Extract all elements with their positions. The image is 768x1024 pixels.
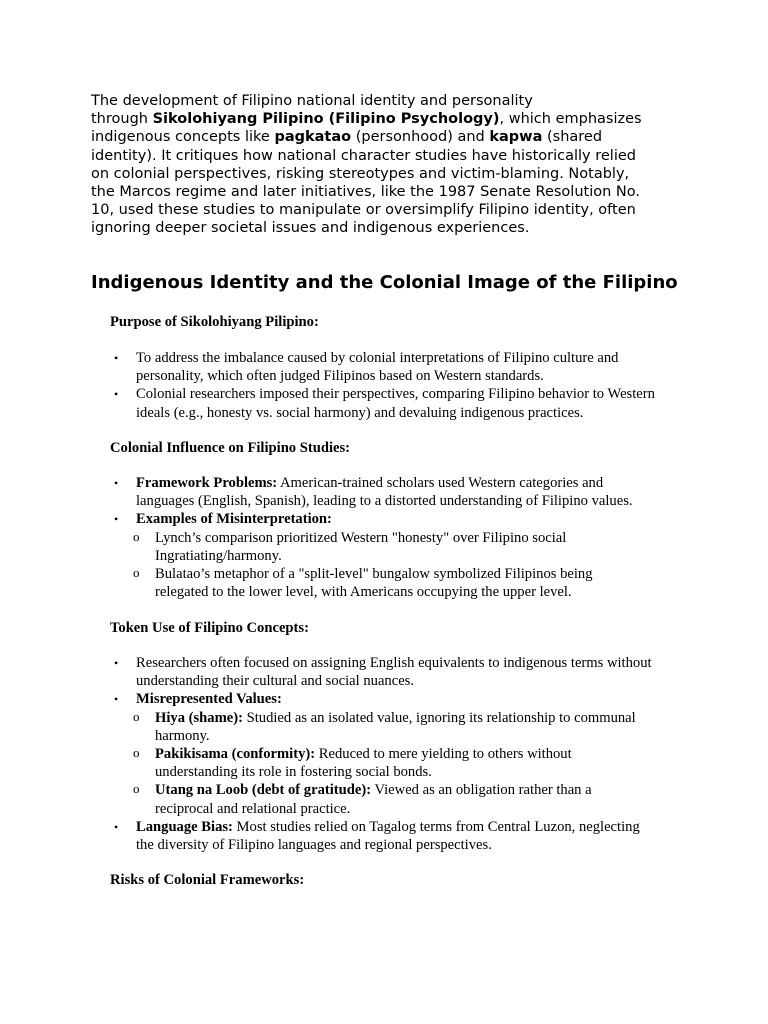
- colonial-influence-list: [110, 474, 690, 601]
- list-item: [110, 818, 690, 854]
- section-heading: Indigenous Identity and the Colonial Image of the Filipino: [91, 272, 678, 293]
- token-use-subheading: Token Use of Filipino Concepts:: [110, 620, 309, 636]
- sublist-item-text: Bulatao’s metaphor of a "split-level" bungalow symbolized Filipinos being: [155, 566, 593, 583]
- list-item-text: the diversity of Filipino languages and regional perspectives.: [136, 837, 492, 854]
- bullet-icon: •: [114, 387, 119, 402]
- intro-line: on colonial perspectives, risking stereotypes and victim-blaming. Notably,: [91, 165, 630, 182]
- sublist-item-text: harmony.: [155, 727, 210, 744]
- intro-line: [91, 110, 681, 128]
- colonial-influence-subheading: Colonial Influence on Filipino Studies:: [110, 440, 351, 456]
- sublist-item: [110, 529, 690, 565]
- circle-bullet-icon: o: [133, 781, 140, 797]
- intro-line: the Marcos regime and later initiatives, like the 1987 Senate Resolution No.: [91, 184, 640, 201]
- intro-line: [91, 128, 681, 146]
- sublist-item-text: Ingratiating/harmony.: [155, 547, 282, 564]
- list-item-text: American-trained scholars used Western categories and: [277, 475, 604, 491]
- intro-line: 10, used these studies to manipulate or oversimplify Filipino identity, often: [91, 202, 636, 219]
- kapwa-term: kapwa: [489, 129, 543, 146]
- list-item-text: understanding their cultural and social nuances.: [136, 673, 415, 690]
- utang-na-loob-label: Utang na Loob (debt of gratitude):: [155, 782, 372, 799]
- list-item: [110, 349, 690, 385]
- sublist-item-line: [155, 745, 690, 763]
- sikolohiyang-pilipino-term: Sikolohiyang Pilipino (Filipino Psychology): [152, 111, 500, 128]
- circle-bullet-icon: o: [133, 745, 140, 761]
- hiya-label: Hiya (shame):: [155, 709, 243, 726]
- misinterpretation-label: Examples of Misinterpretation:: [136, 511, 332, 528]
- misinterpretation-sublist: [133, 528, 690, 602]
- list-item-line: [136, 510, 690, 528]
- intro-text: through: [91, 111, 153, 128]
- bullet-icon: •: [114, 692, 119, 707]
- sublist-item: [110, 781, 690, 817]
- list-item-text: Most studies relied on Tagalog terms from Central Luzon, neglecting: [232, 818, 640, 835]
- list-item-text: personality, which often judged Filipinos based on Western standards.: [136, 368, 544, 385]
- list-item-text: languages (English, Spanish), leading to a distorted understanding of Filipino values.: [136, 493, 633, 510]
- intro-paragraph: [91, 92, 681, 238]
- pagkatao-term: pagkatao: [274, 129, 352, 146]
- sublist-item-line: [155, 781, 690, 799]
- intro-text: (shared: [542, 129, 603, 146]
- list-item-text: Colonial researchers imposed their perspectives, comparing Filipino behavior to Western: [136, 386, 655, 403]
- sublist-item: [110, 709, 690, 745]
- intro-text: (personhood) and: [351, 129, 490, 146]
- token-use-list: [110, 654, 690, 854]
- intro-line: [91, 92, 681, 110]
- sublist-item-text: relegated to the lower level, with Americans occupying the upper level.: [155, 584, 572, 601]
- list-item-line: [136, 474, 690, 492]
- intro-text: The development of Filipino national identity and personality: [91, 93, 533, 109]
- framework-problems-label: Framework Problems:: [136, 475, 278, 491]
- purpose-subheading: Purpose of Sikolohiyang Pilipino:: [110, 314, 319, 330]
- list-item: [110, 510, 690, 601]
- list-item-line: [136, 690, 690, 708]
- list-item-text: ideals (e.g., honesty vs. social harmony) and devaluing indigenous practices.: [136, 404, 584, 421]
- sublist-item: [110, 565, 690, 601]
- list-item: [110, 654, 690, 690]
- misrepresented-values-label: Misrepresented Values:: [136, 691, 282, 708]
- circle-bullet-icon: o: [133, 528, 140, 544]
- bullet-icon: •: [114, 656, 119, 670]
- purpose-list: [110, 349, 690, 422]
- bullet-icon: •: [114, 819, 119, 834]
- sublist-item: [110, 745, 690, 781]
- list-item: [110, 385, 690, 421]
- misrepresented-values-sublist: [133, 708, 690, 818]
- intro-text: indigenous concepts like: [91, 129, 275, 146]
- sublist-item-text: reciprocal and relational practice.: [155, 800, 351, 817]
- circle-bullet-icon: o: [133, 565, 140, 581]
- list-item: [110, 474, 690, 510]
- language-bias-label: Language Bias:: [136, 818, 233, 835]
- risks-subheading: Risks of Colonial Frameworks:: [110, 872, 305, 888]
- sublist-item-line: [155, 709, 690, 727]
- bullet-icon: •: [114, 351, 119, 365]
- bullet-icon: •: [114, 512, 119, 527]
- pakikisama-label: Pakikisama (conformity):: [155, 746, 316, 763]
- intro-line: ignoring deeper societal issues and indigenous experiences.: [91, 220, 530, 237]
- sublist-item-text: Lynch’s comparison prioritized Western "honesty" over Filipino social: [155, 529, 567, 546]
- intro-text: , which emphasizes: [499, 111, 642, 128]
- circle-bullet-icon: o: [133, 708, 140, 724]
- sublist-item-text: Reduced to mere yielding to others without: [315, 746, 572, 763]
- sublist-item-text: understanding its role in fostering social bonds.: [155, 764, 432, 781]
- list-item: [110, 690, 690, 817]
- sublist-item-text: Studied as an isolated value, ignoring its relationship to communal: [242, 709, 636, 726]
- list-item-text: To address the imbalance caused by colonial interpretations of Filipino culture and: [136, 350, 619, 366]
- bullet-icon: •: [114, 476, 119, 490]
- list-item-text: Researchers often focused on assigning English equivalents to indigenous terms without: [136, 655, 652, 671]
- list-item-line: [136, 818, 690, 836]
- intro-line: identity). It critiques how national character studies have historically relied: [91, 147, 636, 164]
- sublist-item-text: Viewed as an obligation rather than a: [371, 782, 592, 799]
